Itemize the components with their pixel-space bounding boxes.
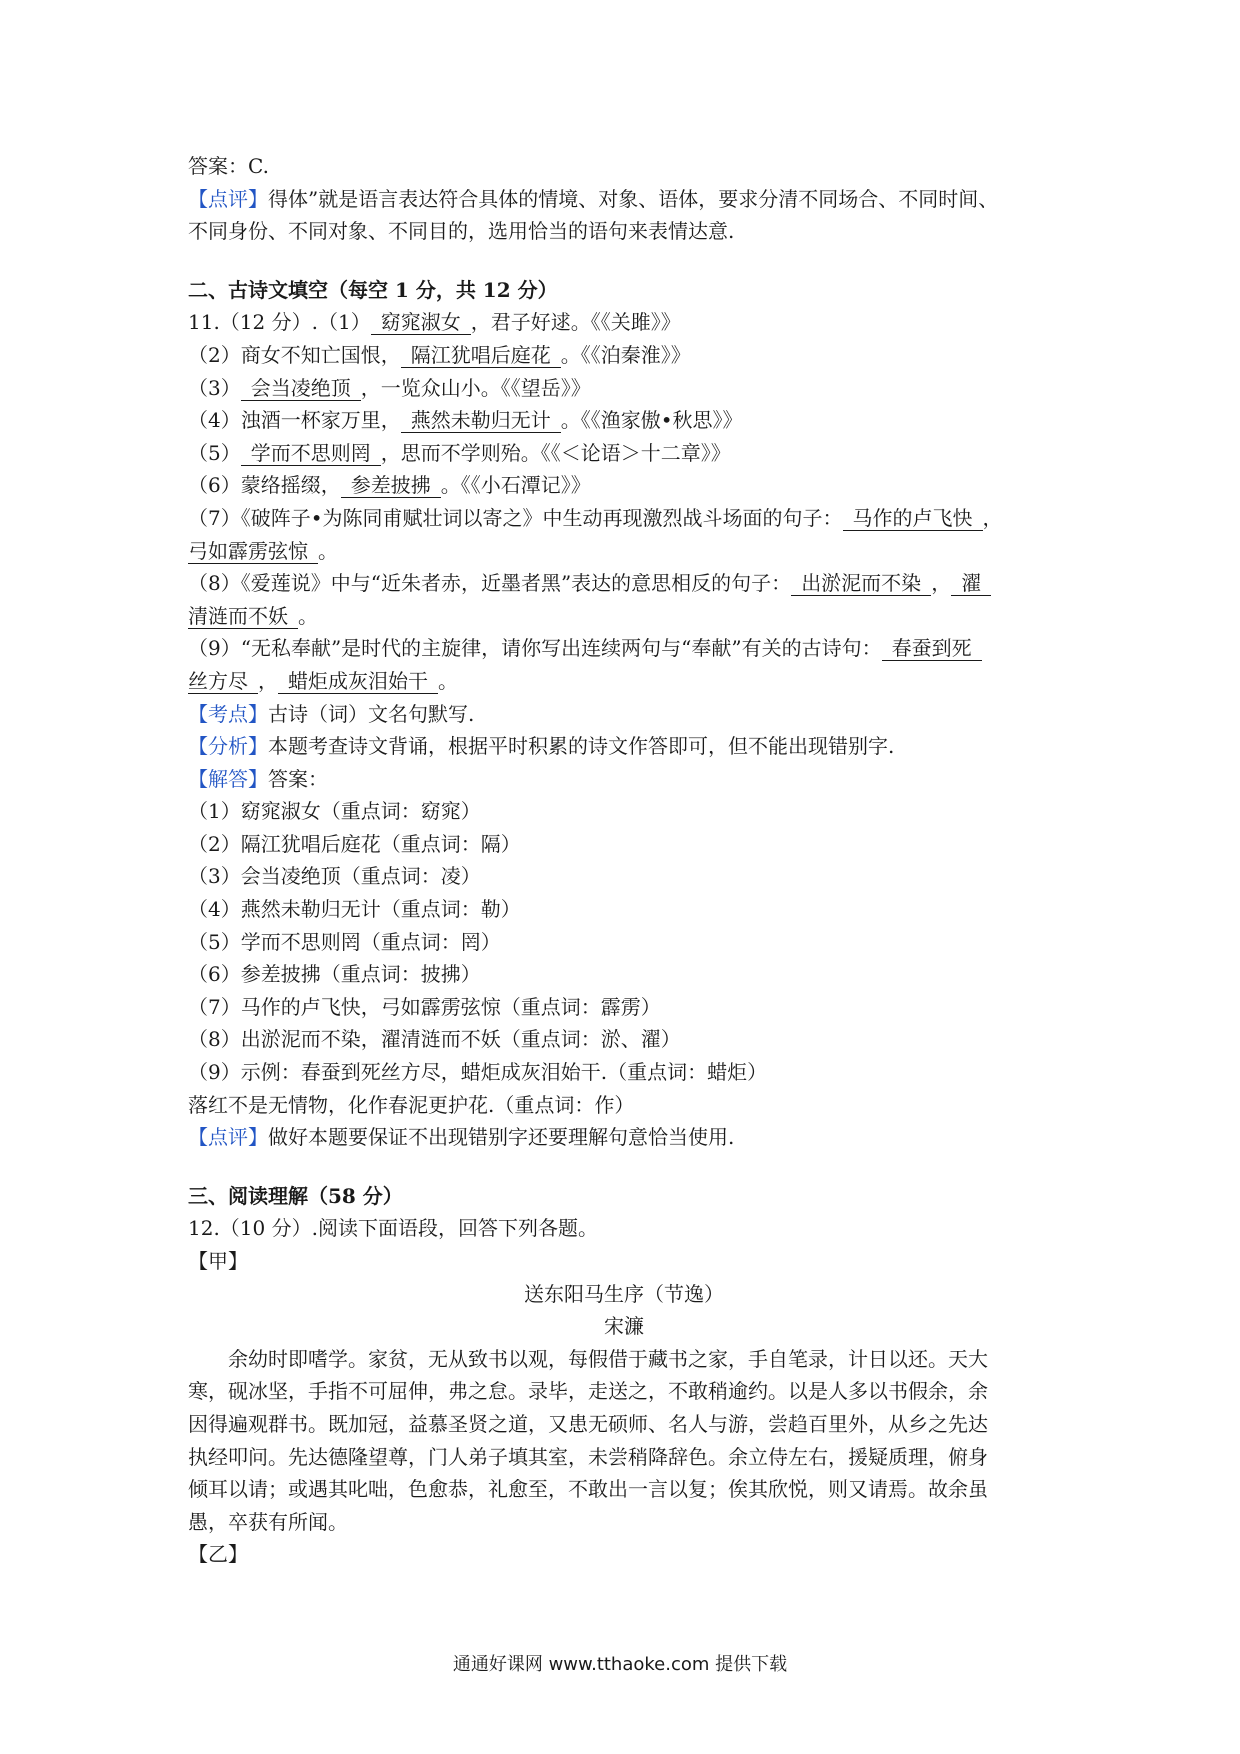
passage-line: 倾耳以请；或遇其叱咄，色愈恭，礼愈至，不敢出一言以复；俟其欣悦，则又请焉。故余虽 (188, 1477, 988, 1502)
answer-blank: 燕然未勒归无计 (401, 408, 561, 433)
poem-title: 送东阳马生序（节逸） (524, 1281, 724, 1306)
jieda-line: 【解答】答案： (188, 766, 328, 791)
answer-blank: 蜡炬成灰泪始干 (278, 669, 438, 694)
answer-item: （8）出淤泥而不染，濯清涟而不妖（重点词：淤、濯） (188, 1027, 681, 1052)
kaodian-tag: 【考点】 (188, 701, 268, 726)
passage-line: 愚，卒获有所闻。 (188, 1509, 348, 1534)
answer-line: 答案：C. (188, 154, 269, 178)
q11-line-7b: 弓如霹雳弦惊 。 (188, 538, 338, 563)
answer-blank: 会当凌绝顶 (241, 376, 361, 401)
fenxi-line: 【分析】本题考查诗文背诵，根据平时积累的诗文作答即可，但不能出现错别字. (188, 734, 895, 759)
q11-line-9b: 丝方尽 ， 蜡炬成灰泪始干 。 (188, 668, 458, 693)
q11-line-8a: （8）《爱莲说》中与“近朱者赤，近墨者黑”表达的意思相反的句子： 出淤泥而不染 ， 濯 (188, 567, 1060, 600)
jia-marker: 【甲】 (188, 1249, 248, 1273)
q11-line-3: （3） 会当凌绝顶 ，一览众山小。《《望岳》》 (188, 375, 591, 400)
answer-blank: 濯 (951, 571, 991, 596)
section-3-title: 三、阅读理解（58 分） (188, 1183, 403, 1208)
answer-blank: 弓如霹雳弦惊 (188, 539, 318, 564)
answer-blank: 丝方尽 (188, 669, 258, 694)
answer-blank: 隔江犹唱后庭花 (401, 343, 561, 368)
answer-item: （1）窈窕淑女（重点词：窈窕） (188, 799, 481, 824)
answer-item: （5）学而不思则罔（重点词：罔） (188, 929, 501, 954)
q11-line-1: 11.（12 分）.（1） 窈窕淑女 ，君子好逑。《《关雎》》 (188, 310, 681, 335)
yi-marker: 【乙】 (188, 1542, 248, 1567)
comment-tag: 【点评】 (188, 186, 268, 211)
q11-line-7a: （7）《破阵子•为陈同甫赋壮词以寄之》中生动再现激烈战斗场面的句子： 马作的卢飞快 ， (188, 505, 1003, 530)
comment-line-1: 【点评】得体”就是语言表达符合具体的情境、对象、语体，要求分清不同场合、不同时间、 (188, 186, 999, 211)
answer-item: （9）示例：春蚕到死丝方尽，蜡炬成灰泪始干.（重点词：蜡炬） (188, 1060, 768, 1085)
q11-line-8b: 清涟而不妖 。 (188, 603, 318, 628)
dianping-line: 【点评】做好本题要保证不出现错别字还要理解句意恰当使用. (188, 1125, 735, 1150)
answer-blank: 春蚕到死 (882, 636, 982, 661)
passage-line: 因得遍观群书。既加冠，益慕圣贤之道，又患无硕师、名人与游，尝趋百里外，从乡之先达 (188, 1411, 988, 1436)
passage-line: 余幼时即嗜学。家贫，无从致书以观，每假借于藏书之家，手自笔录，计日以还。天大 (228, 1346, 988, 1371)
page-footer: 通通好课网 www.tthaoke.com 提供下载 (452, 1654, 788, 1675)
q11-line-9a: （9）“无私奉献”是时代的主旋律，请你写出连续两句与“奉献”有关的古诗句： 春蚕到死 (188, 632, 1060, 665)
answer-blank: 出淤泥而不染 (791, 571, 931, 596)
q12-line: 12.（10 分）.阅读下面语段，回答下列各题。 (188, 1216, 598, 1241)
answer-blank: 清涟而不妖 (188, 604, 298, 629)
answer-item: 落红不是无情物，化作春泥更护花.（重点词：作） (188, 1092, 635, 1117)
q11-line-4: （4）浊酒一杯家万里， 燕然未勒归无计 。《《渔家傲•秋思》》 (188, 408, 743, 433)
comment-line-2: 不同身份、不同对象、不同目的，选用恰当的语句来表情达意. (188, 219, 735, 244)
answer-item: （2）隔江犹唱后庭花（重点词：隔） (188, 831, 521, 856)
q11-line-5: （5） 学而不思则罔 ，思而不学则殆。《《＜论语＞十二章》》 (188, 440, 731, 465)
poem-author: 宋濂 (604, 1314, 644, 1339)
document-body (188, 150, 1060, 1571)
answer-blank: 学而不思则罔 (241, 441, 381, 466)
passage-line: 寒，砚冰坚，手指不可屈伸，弗之怠。录毕，走送之，不敢稍逾约。以是人多以书假余，余 (188, 1379, 988, 1404)
answer-blank: 马作的卢飞快 (843, 506, 983, 531)
fenxi-tag: 【分析】 (188, 734, 268, 759)
kaodian-line: 【考点】古诗（词）文名句默写. (188, 701, 475, 726)
q11-line-6: （6）蒙络摇缀， 参差披拂 。《《小石潭记》》 (188, 473, 591, 498)
answer-item: （4）燕然未勒归无计（重点词：勒） (188, 897, 521, 922)
answer-item: （7）马作的卢飞快，弓如霹雳弦惊（重点词：霹雳） (188, 994, 661, 1019)
answer-blank: 参差披拂 (341, 473, 441, 498)
section-2-title: 二、古诗文填空（每空 1 分，共 12 分） (188, 277, 558, 302)
answer-blank: 窈窕淑女 (371, 310, 471, 335)
q11-line-2: （2）商女不知亡国恨， 隔江犹唱后庭花 。《《泊秦淮》》 (188, 342, 691, 367)
passage-line: 执经叩问。先达德隆望尊，门人弟子填其室，未尝稍降辞色。余立侍左右，援疑质理，俯身 (188, 1444, 988, 1469)
jieda-tag: 【解答】 (188, 766, 268, 791)
answer-item: （6）参差披拂（重点词：披拂） (188, 962, 481, 987)
dianping-tag: 【点评】 (188, 1125, 268, 1150)
answer-item: （3）会当凌绝顶（重点词：凌） (188, 864, 481, 889)
